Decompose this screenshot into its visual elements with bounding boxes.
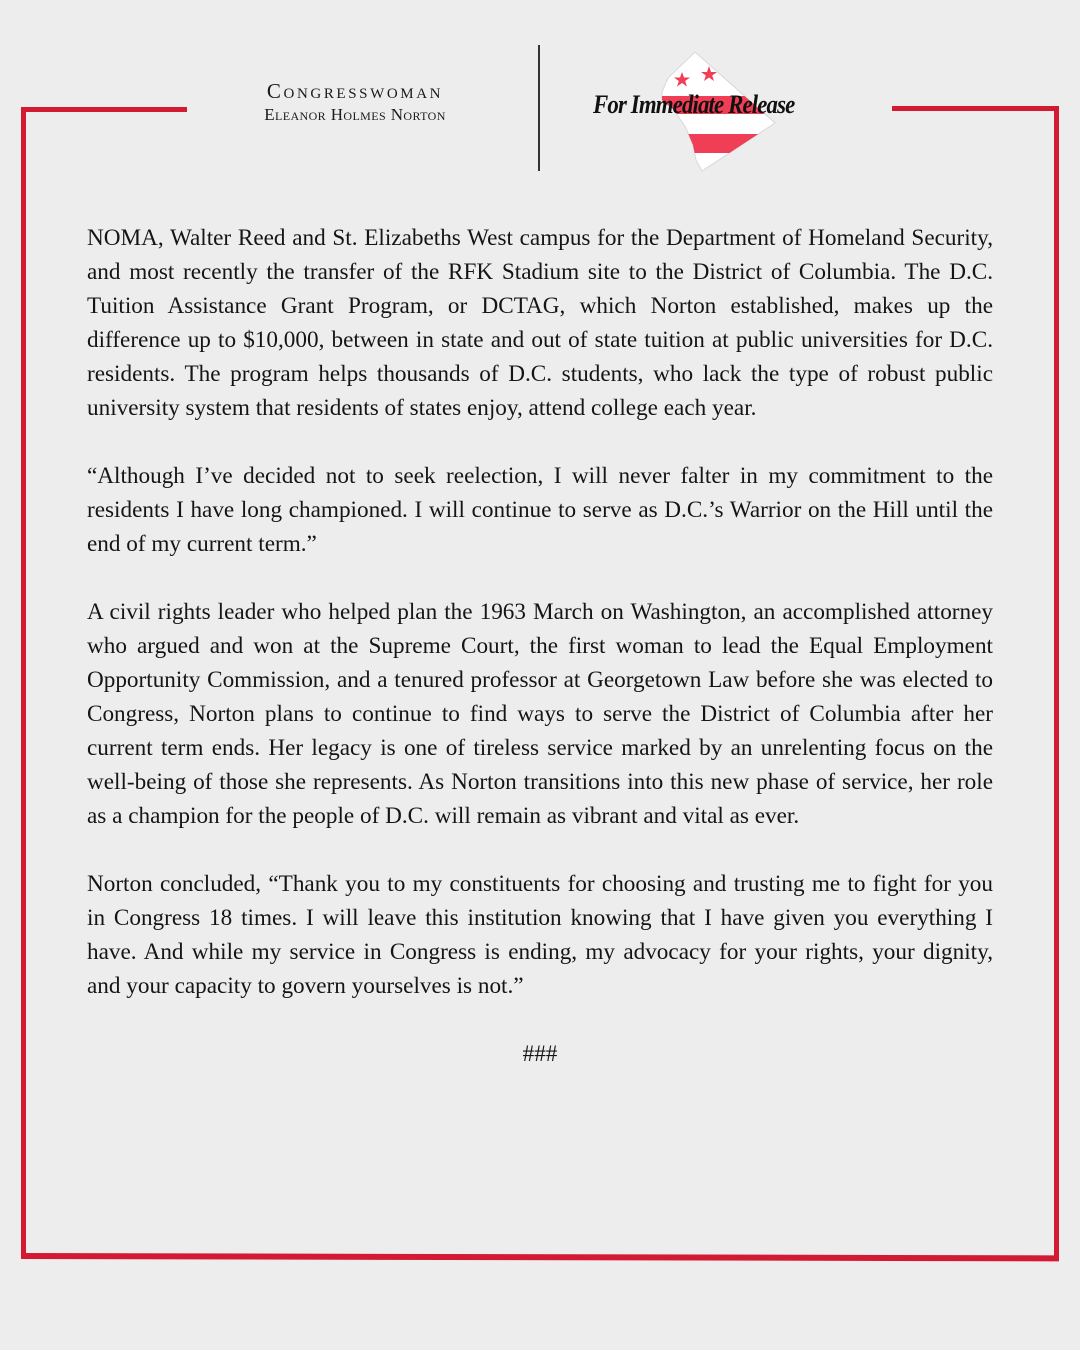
letterhead-title: Congresswoman [266, 79, 444, 103]
frame-border-right [1054, 106, 1059, 1261]
frame-border-top-left [21, 107, 187, 112]
letterhead [200, 78, 510, 126]
frame-border-bottom [21, 1253, 1059, 1261]
frame-border-left [21, 107, 26, 1258]
press-release-body [87, 221, 993, 1105]
release-logo [590, 50, 850, 175]
paragraph-biography: A civil rights leader who helped plan the 1963 March on Washington, an accomplished attorney who argued and won at the Supreme Court, the first woman to lead the Equal Employment Opportunity Commission, and a tenured professor at Georgetown Law before she was elected to Congress, Norton plans to continue to find ways to serve the District of Columbia after her current term ends. Her legacy is one of tireless service marked by an unrelenting focus on the well-being of those she represents. As Norton transitions into this new phase of service, her role as a champion for the people of D.C. will remain as vibrant and vital as ever. [87, 599, 993, 829]
header-divider [538, 45, 540, 171]
release-label: For Immediate Release [593, 90, 795, 119]
frame-border-top-right [892, 106, 1058, 111]
paragraph-dctag: NOMA, Walter Reed and St. Elizabeths West campus for the Department of Homeland Security, and most recently the transfer of the RFK Stadium site to the District of Columbia. The D.C. Tuition Assistance Grant Program, or DCTAG, which Norton established, makes up the difference up to $10,000, between in state and out of state tuition at public universities for D.C. residents. The program helps thousands of D.C. students, who lack the type of robust public university system that residents of states enjoy, attend college each year. [87, 225, 993, 421]
letterhead-name: Eleanor Holmes Norton [264, 105, 446, 124]
end-mark: ### [522, 1041, 558, 1067]
paragraph-conclusion: Norton concluded, “Thank you to my constituents for choosing and trusting me to fight for you in Congress 18 times. I will leave this institution knowing that I have given you everything I have. And while my service in Congress is ending, my advocacy for your rights, your dignity, and your capacity to govern yourselves is not.” [87, 871, 993, 999]
paragraph-quote-reelection: “Although I’ve decided not to seek reelection, I will never falter in my commitment to the residents I have long championed. I will continue to serve as D.C.’s Warrior on the Hill until the end of my current term.” [87, 463, 993, 557]
